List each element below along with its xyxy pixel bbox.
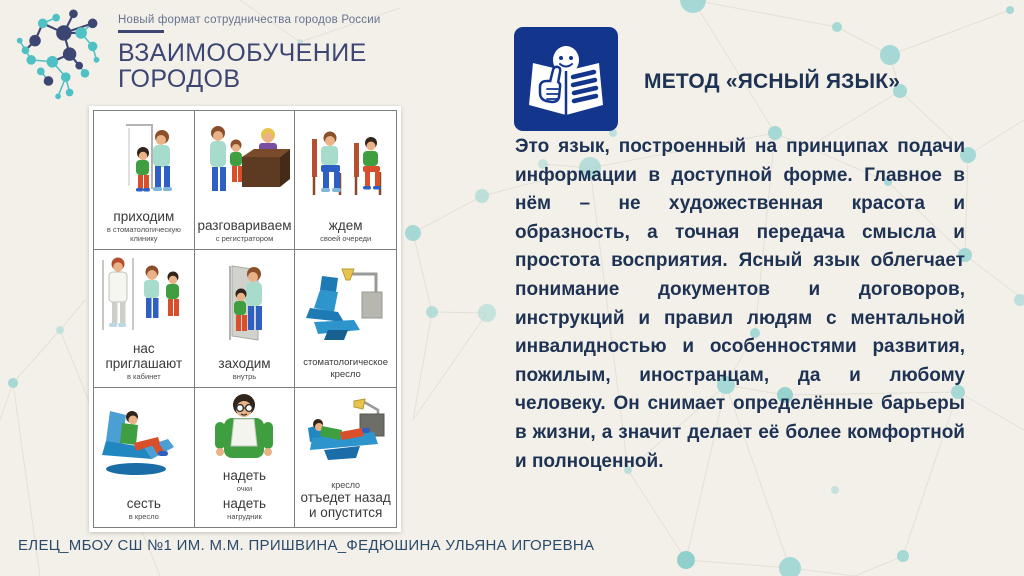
pictogram-caption: стоматологическое кресло	[303, 357, 389, 380]
brand-underline	[118, 30, 164, 33]
sit-in-chair-illustration	[95, 390, 193, 496]
page-title: МЕТОД «ЯСНЫЙ ЯЗЫК»	[644, 70, 901, 94]
pictogram-subcaption: нагрудник	[227, 512, 262, 521]
pictogram-subcaption: своей очереди	[320, 233, 372, 243]
pictogram-grid	[93, 110, 397, 528]
pictogram-cell-wait	[295, 111, 396, 250]
dental-chair-illustration	[296, 252, 395, 358]
pictogram-caption: нас приглашают	[105, 341, 183, 372]
body-text: Это язык, построенный на принципах подачи информации в доступной форме. Главное в нём – не художественная красота и образность, а точная передача смысла и простота восприятия. Ясный язык облегчает понимание документов и договоров, инструкций и правил людям с ментальной инвалидностью и особенностями развития, пожилым, иностранцам, да и любому человеку. Он снимает определённые барьеры в жизни, а значит делает её более комфортной и полноценной.	[515, 136, 965, 472]
pictogram-caption: отъедет назад и опустится	[300, 490, 391, 520]
chair-reclines-illustration	[296, 390, 395, 480]
pictogram-cell-arrive	[94, 111, 195, 250]
wait-for-turn-illustration	[296, 113, 395, 218]
pictogram-caption: сесть	[126, 496, 161, 511]
pictogram-subcaption: в стоматологическую клинику	[106, 224, 181, 243]
arrive-at-clinic-illustration	[95, 113, 193, 209]
pictogram-caption: разговариваем	[197, 217, 292, 233]
pictogram-cell-sit	[94, 388, 195, 527]
pictogram-subcaption: внутрь	[232, 372, 257, 382]
talk-to-registrar-illustration	[196, 113, 294, 218]
put-on-glasses-and-bib-illustration	[196, 390, 294, 468]
brand-title-line1: ВЗАИМООБУЧЕНИЕ	[118, 39, 367, 67]
pictogram-cell-recline	[295, 388, 396, 527]
pictogram-cell-talk	[195, 111, 296, 250]
pictogram-caption: ждем	[328, 217, 363, 233]
pictogram-subcaption: в кресло	[128, 512, 159, 521]
pictogram-caption: надеть	[222, 468, 267, 483]
pictogram-subcaption: с регистратором	[215, 233, 274, 243]
footer-credit: ЕЛЕЦ_МБОУ СШ №1 ИМ. М.М. ПРИШВИНА_ФЕДЮШИНА УЛЬЯНА ИГОРЕВНА	[18, 537, 595, 554]
invited-to-office-illustration	[95, 252, 193, 342]
pictogram-cell-invite	[94, 250, 195, 389]
pictogram-precaption: кресло	[331, 480, 361, 490]
molecular-network-globe-icon	[12, 6, 108, 106]
pictogram-caption: приходим	[113, 208, 175, 224]
pictogram-subcaption: очки	[236, 484, 253, 493]
pictogram-subcaption: в кабинет	[126, 372, 161, 382]
pictogram-panel	[89, 106, 401, 532]
pictogram-cell-glasses-bib	[195, 388, 296, 527]
pictogram-caption: надеть	[222, 496, 267, 511]
brand-tagline: Новый формат сотрудничества городов России	[118, 14, 381, 26]
brand-title-line2: ГОРОДОВ	[118, 65, 241, 93]
easy-read-icon	[514, 27, 618, 131]
go-inside-illustration	[196, 252, 294, 357]
pictogram-cell-dental-chair	[295, 250, 396, 389]
pictogram-caption: заходим	[218, 356, 271, 372]
pictogram-cell-enter	[195, 250, 296, 389]
brand-wordmark	[118, 14, 380, 92]
